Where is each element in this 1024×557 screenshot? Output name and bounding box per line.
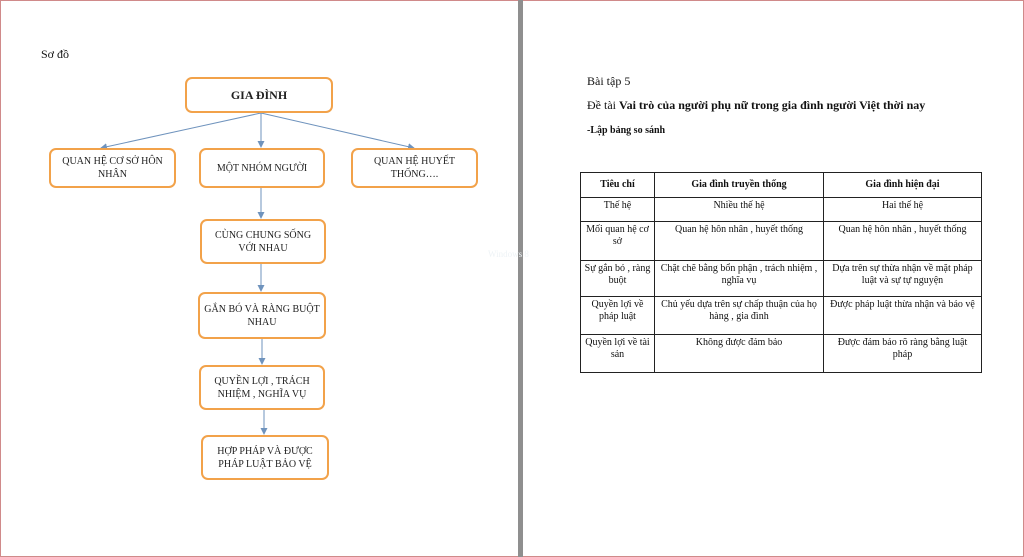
table-cell: Hai thế hệ: [824, 198, 982, 222]
table-row: [581, 222, 982, 261]
diagram-title: Sơ đồ: [41, 47, 70, 61]
table-cell: Được pháp luật thừa nhận và bảo vệ: [824, 297, 982, 335]
header-modern: Gia đình hiện đại: [824, 173, 982, 198]
header-traditional: Gia đình truyền thống: [655, 173, 824, 198]
assignment-label: Bài tập 5: [587, 74, 631, 88]
assignment-topic: [587, 98, 925, 113]
node-rights: QUYỀN LỢI , TRÁCH NHIỆM , NGHĨA VỤ: [199, 365, 325, 410]
node-legal: HỢP PHÁP VÀ ĐƯỢC PHÁP LUẬT BẢO VỆ: [201, 435, 329, 480]
arrow-root-marriage: [101, 113, 261, 148]
table-cell: Dựa trên sự thừa nhận về mặt pháp luật và sự tự nguyện: [824, 261, 982, 297]
assignment-task: -Lập bảng so sánh: [587, 125, 666, 136]
topic-prefix: Đề tài: [587, 98, 616, 112]
table-cell: Được đảm bảo rõ ràng bằng luật pháp: [824, 335, 982, 373]
table-cell: Thế hệ: [581, 198, 655, 222]
table-cell: Mối quan hệ cơ sở: [581, 222, 655, 261]
table-cell: Không được đảm bảo: [655, 335, 824, 373]
table-cell: Chặt chẽ bằng bổn phận , trách nhiệm , nghĩa vụ: [655, 261, 824, 297]
arrow-root-blood: [261, 113, 414, 148]
table-row: [581, 198, 982, 222]
table-cell: Quyền lợi về pháp luật: [581, 297, 655, 335]
table-cell: Quan hệ hôn nhân , huyết thống: [824, 222, 982, 261]
node-blood: QUAN HỆ HUYẾT THỐNG….: [351, 148, 478, 188]
table-cell: Quyền lợi về tài sản: [581, 335, 655, 373]
table-cell: Nhiều thế hệ: [655, 198, 824, 222]
watermark-text: Windows 8: [488, 249, 529, 259]
header-criteria: Tiêu chí: [581, 173, 655, 198]
comparison-table: [580, 172, 982, 373]
table-cell: Quan hệ hôn nhân , huyết thống: [655, 222, 824, 261]
table-cell: Chủ yếu dựa trên sự chấp thuận của họ hàng , gia đình: [655, 297, 824, 335]
table-row: [581, 335, 982, 373]
topic-title: Vai trò của người phụ nữ trong gia đình người Việt thời nay: [619, 98, 926, 112]
node-group: MỘT NHÓM NGƯỜI: [199, 148, 325, 188]
node-marriage: QUAN HỆ CƠ SỞ HÔN NHÂN: [49, 148, 176, 188]
node-gia-dinh: GIA ĐÌNH: [185, 77, 333, 113]
table-cell: Sự gắn bó , ràng buột: [581, 261, 655, 297]
node-living: CÙNG CHUNG SỐNG VỚI NHAU: [200, 219, 326, 264]
table-header-row: [581, 173, 982, 198]
table-row: [581, 261, 982, 297]
table-row: [581, 297, 982, 335]
node-bond: GẮN BÓ VÀ RÀNG BUỘT NHAU: [198, 292, 326, 339]
